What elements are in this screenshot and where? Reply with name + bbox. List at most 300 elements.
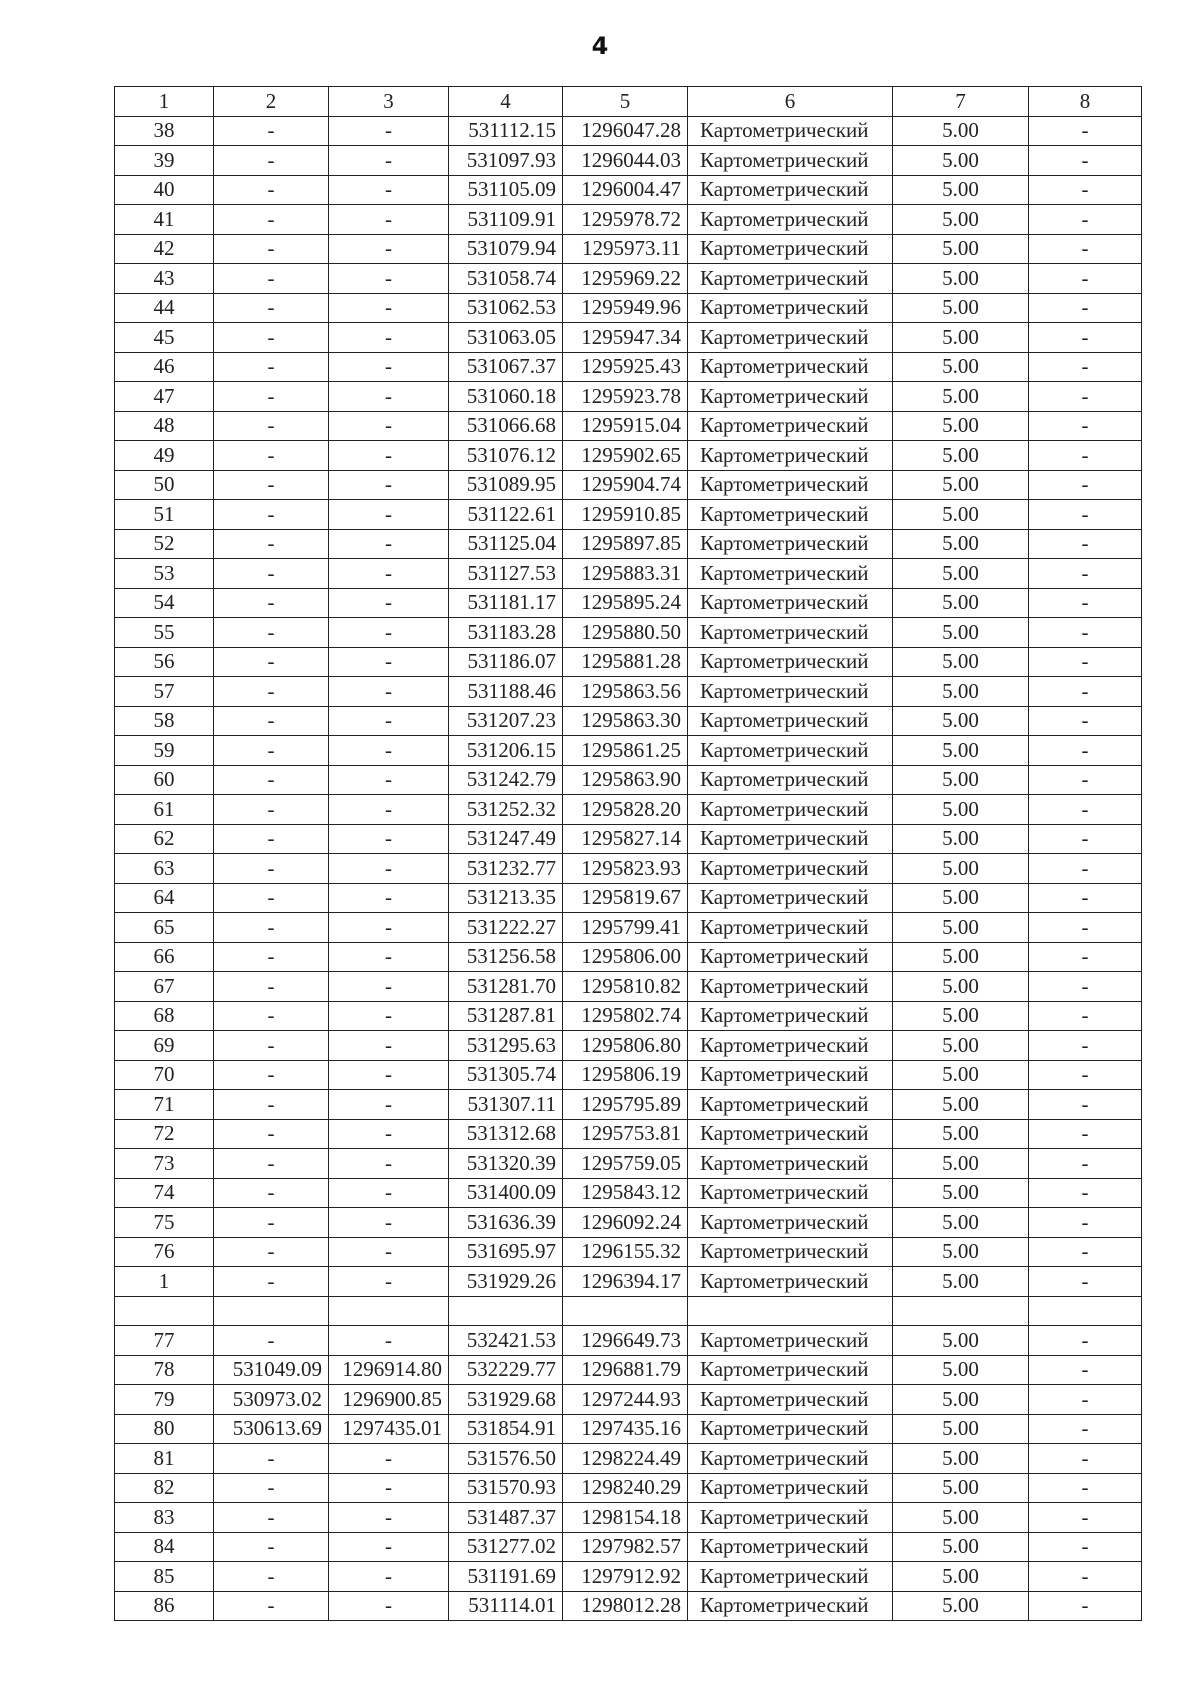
table-row xyxy=(115,588,1142,618)
cell-new-y: 1296044.03 xyxy=(563,146,688,176)
cell-old-x: - xyxy=(214,1503,329,1533)
cell-new-y: 1295827.14 xyxy=(563,824,688,854)
page-number: 4 xyxy=(591,32,609,60)
table-row xyxy=(115,1414,1142,1444)
cell-method: Картометрический xyxy=(688,234,893,264)
cell-accuracy: 5.00 xyxy=(893,1385,1029,1415)
cell-old-y: - xyxy=(329,972,449,1002)
cell-old-y: - xyxy=(329,1444,449,1474)
table-row xyxy=(115,264,1142,294)
cell-new-y: 1295883.31 xyxy=(563,559,688,589)
cell-description: - xyxy=(1029,1562,1142,1592)
cell-new-y: 1295923.78 xyxy=(563,382,688,412)
cell-point-number: 51 xyxy=(115,500,214,530)
table-header-row xyxy=(115,87,1142,117)
cell-new-y: 1295799.41 xyxy=(563,913,688,943)
cell-accuracy: 5.00 xyxy=(893,765,1029,795)
cell-new-x: 531067.37 xyxy=(449,352,563,382)
cell-old-y: - xyxy=(329,1208,449,1238)
cell-new-x: 531207.23 xyxy=(449,706,563,736)
cell-accuracy: 5.00 xyxy=(893,972,1029,1002)
cell-description: - xyxy=(1029,765,1142,795)
cell-new-y: 1297244.93 xyxy=(563,1385,688,1415)
table-row xyxy=(115,1591,1142,1621)
cell-description: - xyxy=(1029,1385,1142,1415)
cell-point-number: 52 xyxy=(115,529,214,559)
cell-old-x: - xyxy=(214,323,329,353)
cell-old-x: - xyxy=(214,470,329,500)
cell-method: Картометрический xyxy=(688,1591,893,1621)
cell-old-x: - xyxy=(214,264,329,294)
cell-method: Картометрический xyxy=(688,795,893,825)
table-row xyxy=(115,942,1142,972)
cell-point-number: 65 xyxy=(115,913,214,943)
cell-description: - xyxy=(1029,736,1142,766)
table-row xyxy=(115,1178,1142,1208)
cell-method: Картометрический xyxy=(688,942,893,972)
cell-method: Картометрический xyxy=(688,1208,893,1238)
cell-old-y: - xyxy=(329,1178,449,1208)
table-row xyxy=(115,1090,1142,1120)
cell-method: Картометрический xyxy=(688,1178,893,1208)
cell-method: Картометрический xyxy=(688,1355,893,1385)
cell-old-y: - xyxy=(329,913,449,943)
cell-old-x: - xyxy=(214,854,329,884)
cell-new-y xyxy=(563,1296,688,1326)
cell-new-x: 531114.01 xyxy=(449,1591,563,1621)
cell-new-x: 531576.50 xyxy=(449,1444,563,1474)
cell-method: Картометрический xyxy=(688,1414,893,1444)
cell-point-number: 1 xyxy=(115,1267,214,1297)
cell-point-number: 41 xyxy=(115,205,214,235)
cell-description: - xyxy=(1029,588,1142,618)
header-cell-old-x: 2 xyxy=(214,87,329,117)
cell-old-y: - xyxy=(329,1237,449,1267)
table-row xyxy=(115,736,1142,766)
cell-new-y: 1297912.92 xyxy=(563,1562,688,1592)
cell-description: - xyxy=(1029,1001,1142,1031)
cell-new-y: 1295843.12 xyxy=(563,1178,688,1208)
cell-point-number: 78 xyxy=(115,1355,214,1385)
cell-description: - xyxy=(1029,441,1142,471)
cell-description: - xyxy=(1029,1149,1142,1179)
table-row xyxy=(115,116,1142,146)
cell-old-x: - xyxy=(214,795,329,825)
cell-new-x: 531186.07 xyxy=(449,647,563,677)
cell-old-x: - xyxy=(214,1178,329,1208)
cell-description: - xyxy=(1029,1355,1142,1385)
cell-method: Картометрический xyxy=(688,559,893,589)
cell-old-y: - xyxy=(329,175,449,205)
cell-new-x: 531109.91 xyxy=(449,205,563,235)
cell-new-x: 531295.63 xyxy=(449,1031,563,1061)
cell-description: - xyxy=(1029,1208,1142,1238)
cell-description: - xyxy=(1029,1237,1142,1267)
cell-point-number: 75 xyxy=(115,1208,214,1238)
cell-new-x: 531487.37 xyxy=(449,1503,563,1533)
table-row xyxy=(115,824,1142,854)
table-body xyxy=(115,87,1142,1621)
cell-old-y: - xyxy=(329,942,449,972)
cell-point-number: 50 xyxy=(115,470,214,500)
cell-old-x: - xyxy=(214,765,329,795)
cell-new-y: 1295915.04 xyxy=(563,411,688,441)
cell-old-y: - xyxy=(329,264,449,294)
table-row xyxy=(115,1326,1142,1356)
cell-description: - xyxy=(1029,1267,1142,1297)
cell-new-x: 531191.69 xyxy=(449,1562,563,1592)
cell-old-y: - xyxy=(329,1267,449,1297)
cell-new-x: 531181.17 xyxy=(449,588,563,618)
cell-method: Картометрический xyxy=(688,116,893,146)
cell-old-x: - xyxy=(214,736,329,766)
cell-old-x: - xyxy=(214,1267,329,1297)
cell-description: - xyxy=(1029,323,1142,353)
cell-point-number: 62 xyxy=(115,824,214,854)
cell-point-number: 71 xyxy=(115,1090,214,1120)
cell-old-y: - xyxy=(329,1090,449,1120)
cell-point-number: 69 xyxy=(115,1031,214,1061)
cell-accuracy: 5.00 xyxy=(893,1237,1029,1267)
cell-old-y: - xyxy=(329,1119,449,1149)
cell-description: - xyxy=(1029,234,1142,264)
cell-description: - xyxy=(1029,1178,1142,1208)
table-row xyxy=(115,706,1142,736)
cell-old-x: - xyxy=(214,411,329,441)
cell-new-x: 531247.49 xyxy=(449,824,563,854)
cell-new-x: 532229.77 xyxy=(449,1355,563,1385)
table-row xyxy=(115,500,1142,530)
cell-description: - xyxy=(1029,795,1142,825)
cell-old-y: - xyxy=(329,559,449,589)
cell-new-y: 1295949.96 xyxy=(563,293,688,323)
cell-new-y: 1295902.65 xyxy=(563,441,688,471)
cell-description: - xyxy=(1029,411,1142,441)
cell-old-x xyxy=(214,1296,329,1326)
cell-new-x: 531066.68 xyxy=(449,411,563,441)
cell-method: Картометрический xyxy=(688,382,893,412)
cell-method: Картометрический xyxy=(688,854,893,884)
cell-old-x: - xyxy=(214,441,329,471)
cell-description: - xyxy=(1029,677,1142,707)
cell-method: Картометрический xyxy=(688,411,893,441)
cell-point-number: 84 xyxy=(115,1532,214,1562)
cell-point-number: 54 xyxy=(115,588,214,618)
cell-description: - xyxy=(1029,529,1142,559)
header-cell-new-x: 4 xyxy=(449,87,563,117)
cell-new-y: 1295897.85 xyxy=(563,529,688,559)
cell-accuracy: 5.00 xyxy=(893,293,1029,323)
cell-new-y: 1296004.47 xyxy=(563,175,688,205)
table-row xyxy=(115,1503,1142,1533)
cell-point-number: 39 xyxy=(115,146,214,176)
table-row xyxy=(115,883,1142,913)
cell-method: Картометрический xyxy=(688,647,893,677)
cell-old-x: - xyxy=(214,913,329,943)
cell-method: Картометрический xyxy=(688,1149,893,1179)
cell-old-x: - xyxy=(214,529,329,559)
cell-accuracy: 5.00 xyxy=(893,1001,1029,1031)
cell-accuracy: 5.00 xyxy=(893,1532,1029,1562)
cell-accuracy: 5.00 xyxy=(893,116,1029,146)
table-row xyxy=(115,854,1142,884)
cell-description: - xyxy=(1029,854,1142,884)
cell-new-y: 1298224.49 xyxy=(563,1444,688,1474)
cell-point-number: 79 xyxy=(115,1385,214,1415)
header-cell-old-y: 3 xyxy=(329,87,449,117)
cell-point-number xyxy=(115,1296,214,1326)
cell-description: - xyxy=(1029,382,1142,412)
header-cell-new-y: 5 xyxy=(563,87,688,117)
cell-old-x: - xyxy=(214,559,329,589)
cell-new-x: 531636.39 xyxy=(449,1208,563,1238)
cell-method: Картометрический xyxy=(688,618,893,648)
cell-point-number: 85 xyxy=(115,1562,214,1592)
table-row xyxy=(115,1119,1142,1149)
table-row xyxy=(115,441,1142,471)
cell-new-x: 531125.04 xyxy=(449,529,563,559)
cell-new-x: 531127.53 xyxy=(449,559,563,589)
cell-method: Картометрический xyxy=(688,1090,893,1120)
cell-accuracy: 5.00 xyxy=(893,1119,1029,1149)
cell-new-x: 531854.91 xyxy=(449,1414,563,1444)
cell-accuracy: 5.00 xyxy=(893,1178,1029,1208)
cell-old-x: - xyxy=(214,293,329,323)
cell-old-x: - xyxy=(214,942,329,972)
cell-old-x: - xyxy=(214,382,329,412)
table-row xyxy=(115,1444,1142,1474)
cell-new-x: 531097.93 xyxy=(449,146,563,176)
cell-accuracy: 5.00 xyxy=(893,1591,1029,1621)
cell-description: - xyxy=(1029,706,1142,736)
cell-old-x: 531049.09 xyxy=(214,1355,329,1385)
cell-accuracy xyxy=(893,1296,1029,1326)
cell-new-y: 1298012.28 xyxy=(563,1591,688,1621)
cell-old-y: - xyxy=(329,795,449,825)
cell-old-y: - xyxy=(329,116,449,146)
cell-method: Картометрический xyxy=(688,913,893,943)
cell-accuracy: 5.00 xyxy=(893,323,1029,353)
cell-old-y: 1297435.01 xyxy=(329,1414,449,1444)
cell-accuracy: 5.00 xyxy=(893,1208,1029,1238)
cell-new-x: 531089.95 xyxy=(449,470,563,500)
cell-description: - xyxy=(1029,913,1142,943)
cell-new-y: 1295806.80 xyxy=(563,1031,688,1061)
cell-accuracy: 5.00 xyxy=(893,913,1029,943)
cell-description: - xyxy=(1029,1326,1142,1356)
cell-new-y: 1296881.79 xyxy=(563,1355,688,1385)
cell-description: - xyxy=(1029,1473,1142,1503)
cell-old-y: - xyxy=(329,500,449,530)
cell-new-x: 531242.79 xyxy=(449,765,563,795)
table-row xyxy=(115,1001,1142,1031)
cell-point-number: 64 xyxy=(115,883,214,913)
cell-old-x: - xyxy=(214,352,329,382)
cell-new-y: 1295925.43 xyxy=(563,352,688,382)
cell-point-number: 83 xyxy=(115,1503,214,1533)
cell-new-x: 531112.15 xyxy=(449,116,563,146)
cell-new-y: 1295978.72 xyxy=(563,205,688,235)
cell-new-y: 1295904.74 xyxy=(563,470,688,500)
cell-method: Картометрический xyxy=(688,205,893,235)
cell-new-y: 1298240.29 xyxy=(563,1473,688,1503)
table-row xyxy=(115,1532,1142,1562)
cell-method: Картометрический xyxy=(688,765,893,795)
cell-old-y: - xyxy=(329,293,449,323)
table-row xyxy=(115,1267,1142,1297)
cell-accuracy: 5.00 xyxy=(893,146,1029,176)
cell-accuracy: 5.00 xyxy=(893,1090,1029,1120)
table-row xyxy=(115,234,1142,264)
cell-point-number: 59 xyxy=(115,736,214,766)
cell-old-x: - xyxy=(214,234,329,264)
cell-old-y: - xyxy=(329,1503,449,1533)
cell-method: Картометрический xyxy=(688,1031,893,1061)
cell-new-y: 1295881.28 xyxy=(563,647,688,677)
cell-old-y: - xyxy=(329,677,449,707)
cell-method: Картометрический xyxy=(688,1385,893,1415)
header-cell-method: 6 xyxy=(688,87,893,117)
cell-method: Картометрический xyxy=(688,706,893,736)
cell-old-y: - xyxy=(329,1031,449,1061)
cell-accuracy: 5.00 xyxy=(893,824,1029,854)
cell-new-x: 531188.46 xyxy=(449,677,563,707)
cell-accuracy: 5.00 xyxy=(893,1414,1029,1444)
cell-point-number: 66 xyxy=(115,942,214,972)
cell-accuracy: 5.00 xyxy=(893,382,1029,412)
cell-description: - xyxy=(1029,1532,1142,1562)
cell-old-x: - xyxy=(214,500,329,530)
cell-accuracy: 5.00 xyxy=(893,234,1029,264)
cell-point-number: 74 xyxy=(115,1178,214,1208)
cell-point-number: 43 xyxy=(115,264,214,294)
table-row xyxy=(115,559,1142,589)
cell-new-y: 1296649.73 xyxy=(563,1326,688,1356)
cell-new-y: 1295969.22 xyxy=(563,264,688,294)
cell-new-y: 1295753.81 xyxy=(563,1119,688,1149)
cell-old-x: 530613.69 xyxy=(214,1414,329,1444)
cell-old-y xyxy=(329,1296,449,1326)
cell-accuracy: 5.00 xyxy=(893,942,1029,972)
table-row xyxy=(115,1149,1142,1179)
cell-method: Картометрический xyxy=(688,529,893,559)
cell-old-y: - xyxy=(329,736,449,766)
header-cell-accuracy: 7 xyxy=(893,87,1029,117)
table-row xyxy=(115,647,1142,677)
cell-new-y: 1297435.16 xyxy=(563,1414,688,1444)
cell-old-y: - xyxy=(329,352,449,382)
cell-method: Картометрический xyxy=(688,1237,893,1267)
header-cell-point-number: 1 xyxy=(115,87,214,117)
cell-new-x: 531079.94 xyxy=(449,234,563,264)
table-row xyxy=(115,972,1142,1002)
cell-description: - xyxy=(1029,1591,1142,1621)
cell-new-y: 1295973.11 xyxy=(563,234,688,264)
cell-point-number: 60 xyxy=(115,765,214,795)
cell-new-x: 531252.32 xyxy=(449,795,563,825)
cell-old-x: - xyxy=(214,1562,329,1592)
cell-new-y: 1296047.28 xyxy=(563,116,688,146)
cell-new-y: 1295795.89 xyxy=(563,1090,688,1120)
cell-old-x: - xyxy=(214,205,329,235)
cell-accuracy: 5.00 xyxy=(893,529,1029,559)
cell-point-number: 77 xyxy=(115,1326,214,1356)
cell-method: Картометрический xyxy=(688,1326,893,1356)
cell-new-y: 1296394.17 xyxy=(563,1267,688,1297)
cell-old-x: - xyxy=(214,1444,329,1474)
cell-new-x: 531063.05 xyxy=(449,323,563,353)
cell-description: - xyxy=(1029,1414,1142,1444)
cell-method: Картометрический xyxy=(688,323,893,353)
cell-new-y: 1295947.34 xyxy=(563,323,688,353)
cell-description: - xyxy=(1029,116,1142,146)
cell-point-number: 72 xyxy=(115,1119,214,1149)
table-row xyxy=(115,175,1142,205)
cell-old-x: - xyxy=(214,972,329,1002)
cell-accuracy: 5.00 xyxy=(893,588,1029,618)
cell-description: - xyxy=(1029,559,1142,589)
cell-old-x: - xyxy=(214,706,329,736)
cell-new-y: 1295806.19 xyxy=(563,1060,688,1090)
cell-new-y: 1295806.00 xyxy=(563,942,688,972)
cell-accuracy: 5.00 xyxy=(893,1326,1029,1356)
table-row xyxy=(115,323,1142,353)
table-row xyxy=(115,470,1142,500)
cell-accuracy: 5.00 xyxy=(893,1267,1029,1297)
header-cell-description: 8 xyxy=(1029,87,1142,117)
cell-method: Картометрический xyxy=(688,736,893,766)
cell-point-number: 80 xyxy=(115,1414,214,1444)
cell-description xyxy=(1029,1296,1142,1326)
cell-method: Картометрический xyxy=(688,883,893,913)
table-row xyxy=(115,529,1142,559)
cell-method: Картометрический xyxy=(688,1060,893,1090)
cell-old-y: - xyxy=(329,854,449,884)
cell-old-y: - xyxy=(329,1473,449,1503)
cell-point-number: 49 xyxy=(115,441,214,471)
cell-accuracy: 5.00 xyxy=(893,205,1029,235)
table-row xyxy=(115,1385,1142,1415)
cell-old-y: - xyxy=(329,588,449,618)
cell-method: Картометрический xyxy=(688,972,893,1002)
cell-description: - xyxy=(1029,1503,1142,1533)
cell-old-x: - xyxy=(214,883,329,913)
cell-point-number: 55 xyxy=(115,618,214,648)
cell-method: Картометрический xyxy=(688,1444,893,1474)
cell-method: Картометрический xyxy=(688,146,893,176)
cell-description: - xyxy=(1029,972,1142,1002)
cell-description: - xyxy=(1029,824,1142,854)
cell-old-x: - xyxy=(214,1237,329,1267)
cell-new-x: 531206.15 xyxy=(449,736,563,766)
cell-new-x: 531256.58 xyxy=(449,942,563,972)
table-row xyxy=(115,293,1142,323)
cell-point-number: 38 xyxy=(115,116,214,146)
cell-method: Картометрический xyxy=(688,175,893,205)
cell-method: Картометрический xyxy=(688,1532,893,1562)
cell-accuracy: 5.00 xyxy=(893,1503,1029,1533)
table-row xyxy=(115,1060,1142,1090)
table-row xyxy=(115,765,1142,795)
cell-point-number: 73 xyxy=(115,1149,214,1179)
table-row xyxy=(115,382,1142,412)
cell-point-number: 47 xyxy=(115,382,214,412)
cell-description: - xyxy=(1029,1060,1142,1090)
cell-description: - xyxy=(1029,293,1142,323)
cell-new-x: 531213.35 xyxy=(449,883,563,913)
cell-description: - xyxy=(1029,1031,1142,1061)
cell-accuracy: 5.00 xyxy=(893,500,1029,530)
